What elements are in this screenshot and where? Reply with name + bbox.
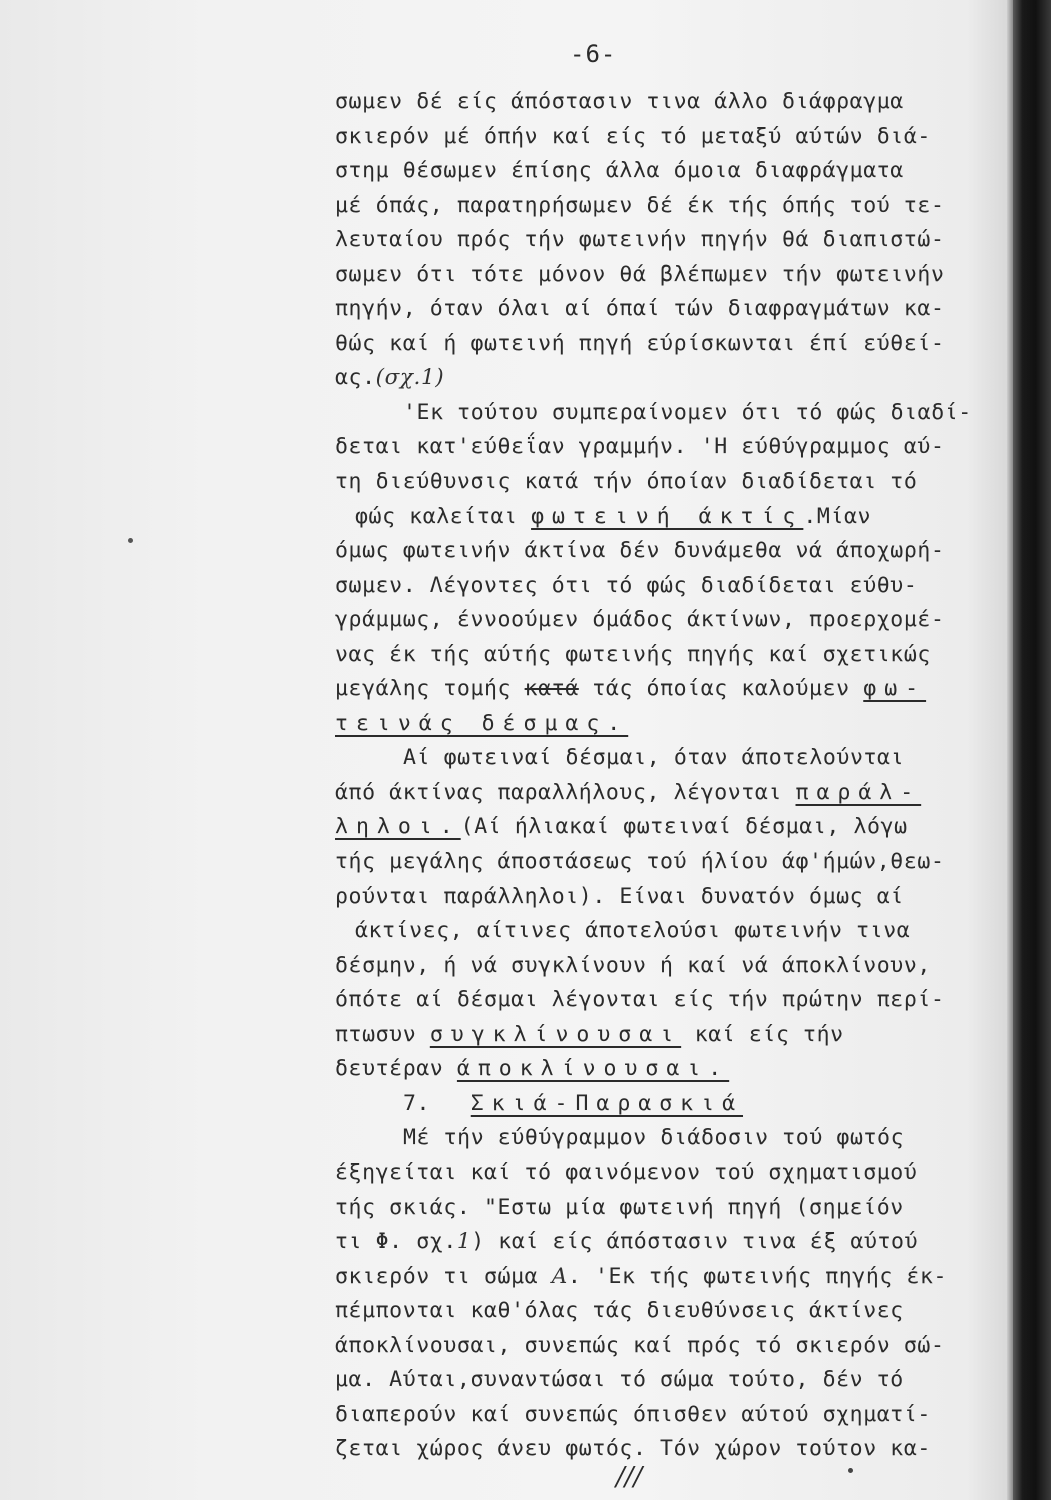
text-line: μέ όπάς, παρατηρήσωμεν δέ έκ τής όπής τού τε- — [335, 192, 945, 218]
text-line: διαπερούν καί συνεπώς όπισθεν αύτού σχηματί- — [335, 1401, 931, 1427]
text-line: τη διεύθυνσις κατά τήν όποίαν διαδίδεται τό — [335, 469, 918, 495]
text-line: ληλοι.(Αί ήλιακαί φωτειναί δέσμαι, λόγω — [335, 814, 908, 840]
book-binding — [1013, 0, 1051, 1500]
text-line: όπότε αί δέσμαι λέγονται είς τήν πρώτην περί- — [335, 987, 945, 1013]
text-line: έξηγείται καί τό φαινόμενον τού σχηματισμού — [335, 1159, 918, 1185]
struck-word: κατά — [524, 676, 579, 702]
ink-dot — [128, 538, 133, 543]
text-line: άκτίνες, αίτινες άποτελούσι φωτεινήν τινα — [355, 918, 911, 944]
text-line: τι Φ. σχ.1) καί είς άπόστασιν τινα έξ αύτού — [335, 1229, 919, 1255]
emphasized-term: παράλ- — [795, 779, 922, 805]
text-line: ρούνται παράλληλοι). Είναι δυνατόν όμως αί — [335, 883, 904, 909]
text-line: δεται κατ'εύθεΐαν γραμμήν. 'Η εύθύγραμμος αύ- — [335, 434, 945, 460]
section-heading — [335, 1087, 975, 1122]
text-line: δέσμην, ή νά συγκλίνουν ή καί νά άποκλίνουν, — [335, 952, 931, 978]
text-line: 'Εκ τούτου συμπεραίνομεν ότι τό φώς διαδί- — [403, 399, 972, 425]
text-line: Μέ τήν εύθύγραμμον διάδοσιν τού φωτός — [403, 1125, 905, 1151]
text-line: τής μεγάλης άποστάσεως τού ήλίου άφ'ήμών,θεω- — [335, 849, 945, 875]
text-line: φώς καλείται φωτεινή άκτίς.Μίαν — [355, 503, 872, 529]
text-line: σωμεν ότι τότε μόνον θά βλέπωμεν τήν φωτεινήν — [335, 261, 945, 287]
text-line — [335, 707, 975, 742]
text-line: στημ θέσωμεν έπίσης άλλα όμοια διαφράγματα — [335, 158, 904, 184]
text-line: νας έκ τής αύτής φωτεινής πηγής καί σχετικώς — [335, 641, 931, 667]
text-line: όμως φωτεινήν άκτίνα δέν δυνάμεθα νά άποχωρή- — [335, 538, 945, 564]
handwritten-body-letter: Α — [551, 1263, 568, 1289]
page-number: -6- — [570, 40, 617, 68]
text-line: θώς καί ή φωτεινή πηγή εύρίσκωνται έπί εύθεί- — [335, 330, 945, 356]
text-line: ας.(σχ.1) — [335, 365, 445, 391]
text-line: γράμμως, έννοούμεν όμάδος άκτίνων, προερχομέ- — [335, 607, 945, 633]
text-line: άποκλίνουσαι, συνεπώς καί πρός τό σκιερόν σώ- — [335, 1332, 945, 1358]
text-line: πτωσυν συγκλίνουσαι καί είς τήν — [335, 1021, 844, 1047]
text-line: σκιερόν τι σώμα Α. 'Εκ τής φωτεινής πηγής έκ- — [335, 1263, 948, 1289]
text-line: σκιερόν μέ όπήν καί είς τό μεταξύ αύτών διά- — [335, 123, 931, 149]
text-line: ζεται χώρος άνευ φωτός. Τόν χώρον τούτον κα- — [335, 1436, 931, 1462]
section-title: Σκιά-Παρασκιά — [470, 1090, 744, 1116]
text-line: λευταίου πρός τήν φωτεινήν πηγήν θά διαπιστώ- — [335, 227, 945, 253]
emphasized-term: συγκλίνουσαι — [429, 1021, 682, 1047]
text-line: μα. Αύται,συναντώσαι τό σώμα τούτο, δέν τό — [335, 1367, 904, 1393]
section-number: 7. — [403, 1090, 431, 1116]
emphasized-term: άποκλίνουσαι. — [456, 1056, 730, 1082]
emphasized-term: φω- — [863, 676, 927, 702]
handwritten-figure-number: 1 — [456, 1229, 472, 1255]
text-line: τής σκιάς. "Εστω μία φωτεινή πηγή (σημείόν — [335, 1194, 904, 1220]
handwritten-bottom-mark: /// — [616, 1462, 643, 1492]
emphasized-term: τεινάς δέσμας. — [335, 710, 629, 736]
ink-dot — [848, 1468, 853, 1473]
text-line: δευτέραν άποκλίνουσαι. — [335, 1056, 730, 1082]
text-line: άπό άκτίνας παραλλήλους, λέγονται παράλ- — [335, 779, 922, 805]
handwritten-figure-reference: (σχ.1) — [375, 365, 445, 391]
text-line: πέμπονται καθ'όλας τάς διευθύνσεις άκτίνες — [335, 1298, 904, 1324]
text-line: σωμεν δέ είς άπόστασιν τινα άλλο διάφραγμα — [335, 89, 904, 114]
emphasized-term: φωτεινή άκτίς — [531, 503, 804, 529]
text-line: Αί φωτειναί δέσμαι, όταν άποτελούνται — [403, 745, 905, 771]
text-line: πηγήν, όταν όλαι αί όπαί τών διαφραγμάτων κα- — [335, 296, 945, 322]
text-line: σωμεν. Λέγοντες ότι τό φώς διαδίδεται εύθυ- — [335, 572, 918, 598]
emphasized-term: ληλοι. — [335, 814, 461, 840]
text-line: μεγάλης τομής κατά τάς όποίας καλούμεν φω- — [335, 676, 927, 702]
typed-text-body — [335, 85, 975, 1467]
